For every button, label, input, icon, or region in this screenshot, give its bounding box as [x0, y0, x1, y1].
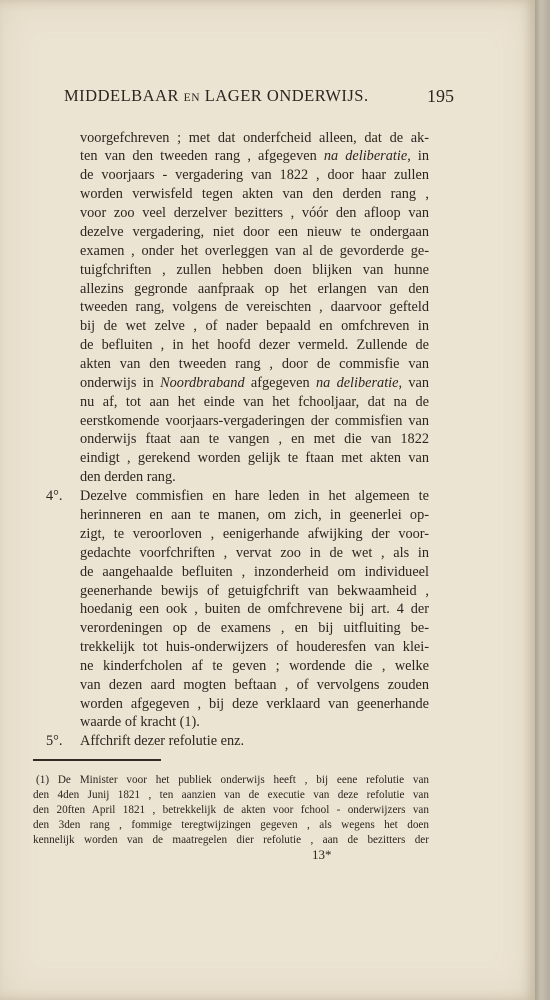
text-line: trekkelijk tot huis-onderwijzers of houderesfen van klei-: [80, 639, 429, 655]
text-segment: onderwijs in: [80, 375, 154, 391]
text-line: akten van den tweeden rang , door de commisfie van: [80, 356, 429, 372]
text-line: tweeden rang, volgens de vereischten , daarvoor gefteld: [80, 299, 429, 315]
text-line: tuigfchriften , zullen hebben doen blijken van hunne: [80, 262, 429, 278]
item-number: 5°.: [46, 733, 63, 749]
item-number: 4°.: [46, 488, 63, 504]
text-line: voor zoo veel derzelver bezitters , vóór den afloop van: [80, 205, 429, 221]
title-part-c: LAGER ONDERWIJS.: [204, 86, 369, 105]
text-line: de aangehaalde befluiten , inzonderheid om individueel: [80, 564, 429, 580]
text-line: herinneren en aan te manen, om zich, in geenerlei op-: [80, 507, 429, 523]
running-title: [64, 86, 369, 106]
text-line: voorgefchreven ; met dat onderfcheid alleen, dat de ak-: [80, 130, 429, 146]
footnote-line: den 4den Junij 1821 , ten aanzien van de executie van deze refolutie van: [33, 789, 429, 801]
signature-mark: 13*: [312, 847, 332, 862]
text-line: worden afgegeven , bij deze verklaard van geenerhande: [80, 696, 429, 712]
text-line: zigt, te veroorloven , eenigerhande afwijking der voor-: [80, 526, 429, 542]
page-edge: [535, 0, 550, 1000]
text-line: Dezelve commisfien en hare leden in het algemeen te: [80, 488, 429, 504]
text-line: nu af, tot aan het einde van het fchooljaar, dat na de: [80, 394, 429, 410]
footnote-rule: [33, 759, 161, 761]
text-line: Affchrift dezer refolutie enz.: [80, 733, 245, 749]
footnote-line: den 20ften April 1821 , betrekkelijk de akten voor fchool - onderwijzers van: [33, 804, 429, 816]
page-number: 195: [427, 86, 454, 106]
footnote-line: kennelijk worden van de maatregelen dier refolutie , aan de bezitters der: [33, 834, 429, 846]
text-segment: afgegeven: [250, 375, 310, 391]
italic-phrase: na deliberatie: [315, 375, 399, 391]
text-line: van dezen aard mogten beftaan , of vervolgens zouden: [80, 677, 429, 693]
footnote-line: (1) De Minister voor het publiek onderwijs heeft , bij eene refolutie van: [36, 774, 429, 786]
text-line: eerstkomende voorjaars-vergaderingen der commisfien van: [80, 413, 429, 429]
text-line: waarde of kracht (1).: [80, 714, 200, 730]
text-line: verordeningen op de examens , en bij uitfluiting be-: [80, 620, 429, 636]
text-line: hoedanig een ook , buiten de omfchrevene bij art. 4 der: [80, 601, 429, 617]
text-line: gedachte voorfchriften , vervat zoo in de wet , als in: [80, 545, 429, 561]
text-line: [80, 374, 429, 393]
text-segment: , van: [398, 375, 430, 391]
text-line: worden verwisfeld tegen akten van den derden rang ,: [80, 186, 429, 202]
title-part-a: MIDDELBAAR: [64, 86, 179, 105]
text-line: [80, 147, 429, 166]
text-line: de befluiten , in het hoofd dezer vermeld. Zullende de: [80, 337, 429, 353]
text-line: den derden rang.: [80, 469, 176, 485]
text-line: bij de wet zelve , of nader bepaald en omfchreven in: [80, 318, 429, 334]
text-line: dezelve vergadering, niet door een nieuw te ondergaan: [80, 224, 429, 240]
footnote-line: den 3den rang , fommige teregtwijzingen gegeven , als wegens het doen: [33, 819, 429, 831]
text-segment: , in: [407, 148, 429, 164]
italic-phrase: Noordbraband: [160, 375, 245, 391]
text-segment: ten van den tweeden rang , afgegeven: [80, 148, 317, 164]
text-line: ne kinderfcholen af te geven ; wordende die , welke: [80, 658, 429, 674]
text-line: de voorjaars - vergadering van 1822 , door haar zullen: [80, 167, 429, 183]
text-line: onderwijs ftaat aan te vangen , en met die van 1822: [80, 431, 429, 447]
running-header: [64, 86, 464, 110]
italic-phrase: na deliberatie: [323, 148, 408, 164]
title-part-b: EN: [183, 92, 201, 104]
text-line: examen , onder het overleggen van al de gevorderde ge-: [80, 243, 429, 259]
text-line: geenerhande bewijs of getuigfchrift van bekwaamheid ,: [80, 583, 429, 599]
text-line: allezins gegronde aanfpraak op het erlangen van den: [80, 281, 429, 297]
text-line: eindigt , gerekend worden gelijk te ftaan met akten van: [80, 450, 429, 466]
